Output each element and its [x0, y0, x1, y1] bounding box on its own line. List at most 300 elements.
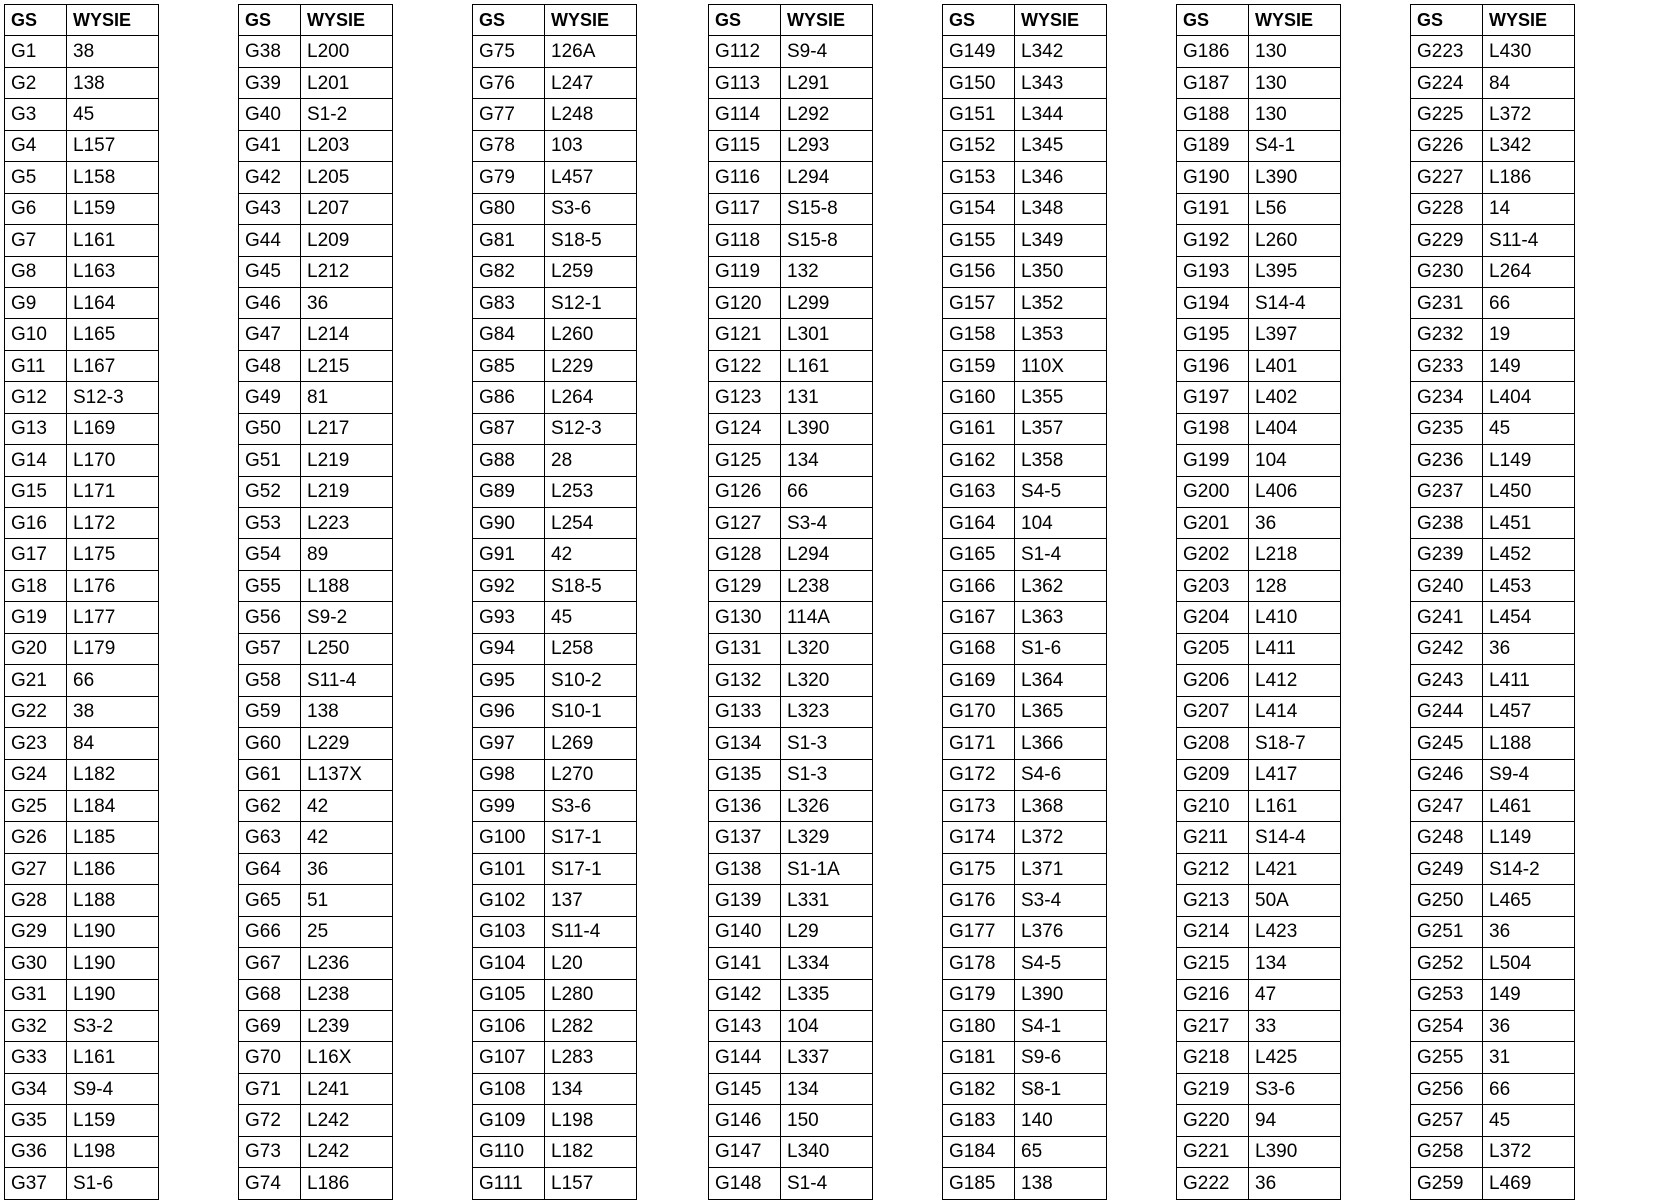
- table-row: [473, 256, 637, 287]
- gs-cell: G30: [5, 948, 67, 979]
- table-row: [239, 790, 393, 821]
- table-row: [709, 382, 873, 413]
- wysie-cell: 45: [67, 99, 159, 130]
- gs-cell: G233: [1411, 350, 1483, 381]
- gs-cell: G69: [239, 1011, 301, 1042]
- table-row: [239, 885, 393, 916]
- wysie-cell: 47: [1249, 979, 1341, 1010]
- wysie-cell: S4-1: [1249, 130, 1341, 161]
- table-row: [239, 1168, 393, 1199]
- gs-cell: G26: [5, 822, 67, 853]
- gs-cell: G12: [5, 382, 67, 413]
- table-row: [1411, 256, 1575, 287]
- gs-cell: G99: [473, 790, 545, 821]
- gs-cell: G153: [943, 162, 1015, 193]
- gs-cell: G249: [1411, 853, 1483, 884]
- table-row: [473, 225, 637, 256]
- table-row: [943, 256, 1107, 287]
- table-row: [1411, 728, 1575, 759]
- gs-cell: G208: [1177, 728, 1249, 759]
- wysie-cell: L219: [301, 476, 393, 507]
- gs-cell: G38: [239, 36, 301, 67]
- table-row: [1411, 413, 1575, 444]
- gs-cell: G199: [1177, 445, 1249, 476]
- wysie-cell: L372: [1483, 1136, 1575, 1167]
- wysie-cell: S18-7: [1249, 728, 1341, 759]
- table-row: [709, 633, 873, 664]
- wysie-cell: L198: [545, 1105, 637, 1136]
- gs-cell: G225: [1411, 99, 1483, 130]
- wysie-cell: L299: [781, 287, 873, 318]
- table-row: [5, 193, 159, 224]
- wysie-cell: L238: [301, 979, 393, 1010]
- table-row: [5, 413, 159, 444]
- table-row: [5, 445, 159, 476]
- table-row: [943, 1168, 1107, 1199]
- gs-column-header: GS: [1411, 5, 1483, 36]
- gs-cell: G7: [5, 225, 67, 256]
- gs-cell: G65: [239, 885, 301, 916]
- table-row: [473, 162, 637, 193]
- wysie-cell: L342: [1015, 36, 1107, 67]
- gs-cell: G18: [5, 570, 67, 601]
- gs-cell: G196: [1177, 350, 1249, 381]
- gs-cell: G216: [1177, 979, 1249, 1010]
- wysie-cell: L161: [67, 225, 159, 256]
- gs-cell: G46: [239, 287, 301, 318]
- table-row: [943, 508, 1107, 539]
- table-row: [239, 225, 393, 256]
- wysie-cell: L344: [1015, 99, 1107, 130]
- table-row: [1411, 822, 1575, 853]
- table-row: [943, 790, 1107, 821]
- wysie-cell: S1-3: [781, 728, 873, 759]
- table-row: [239, 413, 393, 444]
- wysie-cell: L340: [781, 1136, 873, 1167]
- wysie-cell: L167: [67, 350, 159, 381]
- table-row: [1411, 1011, 1575, 1042]
- wysie-cell: L390: [781, 413, 873, 444]
- wysie-cell: L241: [301, 1073, 393, 1104]
- wysie-cell: L163: [67, 256, 159, 287]
- gs-cell: G127: [709, 508, 781, 539]
- wysie-cell: S4-5: [1015, 476, 1107, 507]
- table-row: [473, 99, 637, 130]
- wysie-cell: L402: [1249, 382, 1341, 413]
- wysie-column-header: WYSIE: [1249, 5, 1341, 36]
- gs-cell: G256: [1411, 1073, 1483, 1104]
- gs-cell: G205: [1177, 633, 1249, 664]
- gs-cell: G58: [239, 665, 301, 696]
- table-row: [1411, 633, 1575, 664]
- gs-wysie-table-1: [4, 4, 159, 1200]
- gs-cell: G103: [473, 916, 545, 947]
- wysie-cell: L390: [1249, 162, 1341, 193]
- gs-cell: G75: [473, 36, 545, 67]
- gs-cell: G23: [5, 728, 67, 759]
- wysie-cell: L188: [67, 885, 159, 916]
- gs-cell: G37: [5, 1168, 67, 1199]
- wysie-cell: S12-1: [545, 287, 637, 318]
- wysie-cell: L205: [301, 162, 393, 193]
- table-row: [1411, 36, 1575, 67]
- gs-cell: G86: [473, 382, 545, 413]
- table-row: [1411, 948, 1575, 979]
- gs-cell: G131: [709, 633, 781, 664]
- wysie-cell: L404: [1483, 382, 1575, 413]
- table-row: [709, 665, 873, 696]
- header-row: [1411, 5, 1575, 36]
- wysie-cell: 65: [1015, 1136, 1107, 1167]
- gs-cell: G251: [1411, 916, 1483, 947]
- wysie-cell: L169: [67, 413, 159, 444]
- table-row: [709, 350, 873, 381]
- gs-cell: G31: [5, 979, 67, 1010]
- table-row: [239, 508, 393, 539]
- table-row: [5, 1105, 159, 1136]
- wysie-cell: S1-4: [781, 1168, 873, 1199]
- wysie-cell: L56: [1249, 193, 1341, 224]
- gs-cell: G35: [5, 1105, 67, 1136]
- table-row: [1177, 382, 1341, 413]
- wysie-cell: S3-6: [1249, 1073, 1341, 1104]
- table-row: [943, 1105, 1107, 1136]
- table-row: [1411, 99, 1575, 130]
- wysie-cell: S15-8: [781, 193, 873, 224]
- gs-cell: G210: [1177, 790, 1249, 821]
- gs-cell: G67: [239, 948, 301, 979]
- wysie-cell: 104: [1249, 445, 1341, 476]
- gs-cell: G16: [5, 508, 67, 539]
- wysie-cell: 45: [1483, 413, 1575, 444]
- wysie-cell: L451: [1483, 508, 1575, 539]
- wysie-cell: L176: [67, 570, 159, 601]
- gs-cell: G63: [239, 822, 301, 853]
- table-row: [5, 319, 159, 350]
- gs-column-header: GS: [5, 5, 67, 36]
- gs-cell: G110: [473, 1136, 545, 1167]
- table-row: [709, 319, 873, 350]
- table-row: [709, 790, 873, 821]
- gs-cell: G2: [5, 67, 67, 98]
- gs-cell: G116: [709, 162, 781, 193]
- gs-cell: G245: [1411, 728, 1483, 759]
- table-row: [239, 633, 393, 664]
- wysie-cell: 149: [1483, 979, 1575, 1010]
- wysie-cell: S1-2: [301, 99, 393, 130]
- wysie-cell: S10-2: [545, 665, 637, 696]
- wysie-cell: S14-4: [1249, 287, 1341, 318]
- gs-column-header: GS: [473, 5, 545, 36]
- gs-cell: G154: [943, 193, 1015, 224]
- table-row: [1177, 225, 1341, 256]
- header-row: [473, 5, 637, 36]
- gs-cell: G242: [1411, 633, 1483, 664]
- table-row: [943, 350, 1107, 381]
- wysie-cell: L184: [67, 790, 159, 821]
- wysie-cell: L291: [781, 67, 873, 98]
- gs-cell: G171: [943, 728, 1015, 759]
- gs-cell: G14: [5, 445, 67, 476]
- table-row: [709, 885, 873, 916]
- gs-cell: G149: [943, 36, 1015, 67]
- wysie-cell: S8-1: [1015, 1073, 1107, 1104]
- gs-cell: G207: [1177, 696, 1249, 727]
- gs-cell: G200: [1177, 476, 1249, 507]
- gs-cell: G28: [5, 885, 67, 916]
- gs-cell: G55: [239, 570, 301, 601]
- gs-cell: G189: [1177, 130, 1249, 161]
- table-row: [239, 1073, 393, 1104]
- gs-cell: G122: [709, 350, 781, 381]
- wysie-cell: L342: [1483, 130, 1575, 161]
- wysie-cell: 66: [1483, 287, 1575, 318]
- table-row: [1411, 508, 1575, 539]
- wysie-column-header: WYSIE: [301, 5, 393, 36]
- wysie-cell: L185: [67, 822, 159, 853]
- table-row: [943, 948, 1107, 979]
- wysie-cell: L253: [545, 476, 637, 507]
- gs-cell: G101: [473, 853, 545, 884]
- gs-cell: G125: [709, 445, 781, 476]
- gs-cell: G105: [473, 979, 545, 1010]
- gs-cell: G151: [943, 99, 1015, 130]
- table-row: [239, 822, 393, 853]
- gs-cell: G168: [943, 633, 1015, 664]
- table-row: [943, 853, 1107, 884]
- wysie-cell: 150: [781, 1105, 873, 1136]
- table-row: [5, 350, 159, 381]
- table-row: [1411, 162, 1575, 193]
- wysie-cell: 94: [1249, 1105, 1341, 1136]
- gs-cell: G158: [943, 319, 1015, 350]
- gs-cell: G62: [239, 790, 301, 821]
- wysie-cell: L218: [1249, 539, 1341, 570]
- wysie-cell: 31: [1483, 1042, 1575, 1073]
- table-row: [943, 99, 1107, 130]
- table-row: [473, 1042, 637, 1073]
- wysie-cell: S14-2: [1483, 853, 1575, 884]
- gs-cell: G213: [1177, 885, 1249, 916]
- table-row: [1177, 539, 1341, 570]
- gs-cell: G259: [1411, 1168, 1483, 1199]
- wysie-cell: L182: [545, 1136, 637, 1167]
- wysie-cell: L421: [1249, 853, 1341, 884]
- gs-cell: G220: [1177, 1105, 1249, 1136]
- wysie-cell: L412: [1249, 665, 1341, 696]
- table-row: [239, 979, 393, 1010]
- gs-cell: G231: [1411, 287, 1483, 318]
- table-row: [943, 319, 1107, 350]
- wysie-cell: 132: [781, 256, 873, 287]
- gs-cell: G100: [473, 822, 545, 853]
- wysie-cell: L461: [1483, 790, 1575, 821]
- table-row: [5, 979, 159, 1010]
- wysie-cell: L201: [301, 67, 393, 98]
- table-row: [5, 1168, 159, 1199]
- gs-cell: G109: [473, 1105, 545, 1136]
- wysie-cell: 33: [1249, 1011, 1341, 1042]
- gs-cell: G164: [943, 508, 1015, 539]
- table-row: [239, 382, 393, 413]
- table-row: [709, 130, 873, 161]
- wysie-cell: S4-5: [1015, 948, 1107, 979]
- gs-cell: G228: [1411, 193, 1483, 224]
- table-row: [473, 508, 637, 539]
- wysie-cell: L292: [781, 99, 873, 130]
- wysie-cell: 84: [1483, 67, 1575, 98]
- wysie-cell: L269: [545, 728, 637, 759]
- wysie-cell: S3-6: [545, 790, 637, 821]
- gs-cell: G123: [709, 382, 781, 413]
- gs-cell: G252: [1411, 948, 1483, 979]
- gs-cell: G167: [943, 602, 1015, 633]
- table-row: [709, 1073, 873, 1104]
- table-row: [943, 822, 1107, 853]
- gs-cell: G72: [239, 1105, 301, 1136]
- table-row: [943, 287, 1107, 318]
- wysie-cell: L264: [545, 382, 637, 413]
- gs-cell: G44: [239, 225, 301, 256]
- wysie-cell: S4-1: [1015, 1011, 1107, 1042]
- table-row: [709, 570, 873, 601]
- wysie-cell: S9-6: [1015, 1042, 1107, 1073]
- gs-cell: G238: [1411, 508, 1483, 539]
- wysie-cell: S17-1: [545, 853, 637, 884]
- table-row: [709, 948, 873, 979]
- table-row: [709, 413, 873, 444]
- gs-cell: G152: [943, 130, 1015, 161]
- table-row: [5, 570, 159, 601]
- table-row: [1177, 1136, 1341, 1167]
- gs-wysie-table-4: [708, 4, 873, 1200]
- wysie-cell: 138: [1015, 1168, 1107, 1199]
- table-row: [1177, 885, 1341, 916]
- gs-cell: G226: [1411, 130, 1483, 161]
- wysie-cell: L457: [1483, 696, 1575, 727]
- wysie-cell: S9-4: [67, 1073, 159, 1104]
- table-row: [1411, 1042, 1575, 1073]
- wysie-cell: L238: [781, 570, 873, 601]
- table-row: [709, 193, 873, 224]
- wysie-column-header: WYSIE: [1015, 5, 1107, 36]
- wysie-cell: L454: [1483, 602, 1575, 633]
- gs-cell: G97: [473, 728, 545, 759]
- table-row: [5, 287, 159, 318]
- table-row: [5, 256, 159, 287]
- gs-cell: G248: [1411, 822, 1483, 853]
- table-row: [239, 539, 393, 570]
- table-row: [943, 36, 1107, 67]
- wysie-cell: L16X: [301, 1042, 393, 1073]
- table-row: [1177, 67, 1341, 98]
- wysie-cell: 134: [545, 1073, 637, 1104]
- table-row: [239, 1011, 393, 1042]
- table-row: [1177, 193, 1341, 224]
- wysie-cell: 50A: [1249, 885, 1341, 916]
- gs-cell: G87: [473, 413, 545, 444]
- table-row: [943, 413, 1107, 444]
- gs-cell: G192: [1177, 225, 1249, 256]
- header-row: [709, 5, 873, 36]
- table-row: [473, 822, 637, 853]
- wysie-cell: L223: [301, 508, 393, 539]
- gs-cell: G144: [709, 1042, 781, 1073]
- wysie-cell: 138: [67, 67, 159, 98]
- wysie-cell: L331: [781, 885, 873, 916]
- gs-cell: G183: [943, 1105, 1015, 1136]
- table-row: [943, 1073, 1107, 1104]
- table-row: [943, 1042, 1107, 1073]
- gs-cell: G140: [709, 916, 781, 947]
- table-row: [473, 67, 637, 98]
- table-row: [1411, 885, 1575, 916]
- gs-cell: G180: [943, 1011, 1015, 1042]
- wysie-column-header: WYSIE: [67, 5, 159, 36]
- table-row: [709, 67, 873, 98]
- gs-cell: G202: [1177, 539, 1249, 570]
- table-row: [473, 570, 637, 601]
- gs-cell: G222: [1177, 1168, 1249, 1199]
- gs-cell: G36: [5, 1136, 67, 1167]
- wysie-cell: S1-6: [1015, 633, 1107, 664]
- gs-cell: G80: [473, 193, 545, 224]
- gs-cell: G118: [709, 225, 781, 256]
- wysie-cell: L182: [67, 759, 159, 790]
- gs-cell: G135: [709, 759, 781, 790]
- gs-cell: G60: [239, 728, 301, 759]
- table-row: [943, 979, 1107, 1010]
- wysie-cell: 36: [301, 287, 393, 318]
- gs-cell: G96: [473, 696, 545, 727]
- gs-cell: G218: [1177, 1042, 1249, 1073]
- gs-cell: G68: [239, 979, 301, 1010]
- table-row: [709, 602, 873, 633]
- wysie-cell: L326: [781, 790, 873, 821]
- gs-cell: G191: [1177, 193, 1249, 224]
- gs-cell: G85: [473, 350, 545, 381]
- gs-column-header: GS: [239, 5, 301, 36]
- gs-cell: G33: [5, 1042, 67, 1073]
- table-row: [473, 36, 637, 67]
- gs-cell: G117: [709, 193, 781, 224]
- table-row: [5, 853, 159, 884]
- gs-cell: G104: [473, 948, 545, 979]
- wysie-cell: L457: [545, 162, 637, 193]
- wysie-cell: 130: [1249, 36, 1341, 67]
- gs-cell: G240: [1411, 570, 1483, 601]
- wysie-cell: S14-4: [1249, 822, 1341, 853]
- wysie-cell: L411: [1249, 633, 1341, 664]
- wysie-cell: 42: [301, 790, 393, 821]
- table-row: [5, 759, 159, 790]
- table-row: [473, 885, 637, 916]
- gs-cell: G57: [239, 633, 301, 664]
- wysie-cell: L348: [1015, 193, 1107, 224]
- table-row: [1177, 696, 1341, 727]
- table-row: [943, 570, 1107, 601]
- table-row: [709, 728, 873, 759]
- gs-cell: G174: [943, 822, 1015, 853]
- table-row: [1177, 1168, 1341, 1199]
- wysie-cell: 103: [545, 130, 637, 161]
- gs-cell: G102: [473, 885, 545, 916]
- wysie-cell: 81: [301, 382, 393, 413]
- table-row: [709, 1042, 873, 1073]
- gs-cell: G161: [943, 413, 1015, 444]
- wysie-cell: S3-6: [545, 193, 637, 224]
- gs-cell: G112: [709, 36, 781, 67]
